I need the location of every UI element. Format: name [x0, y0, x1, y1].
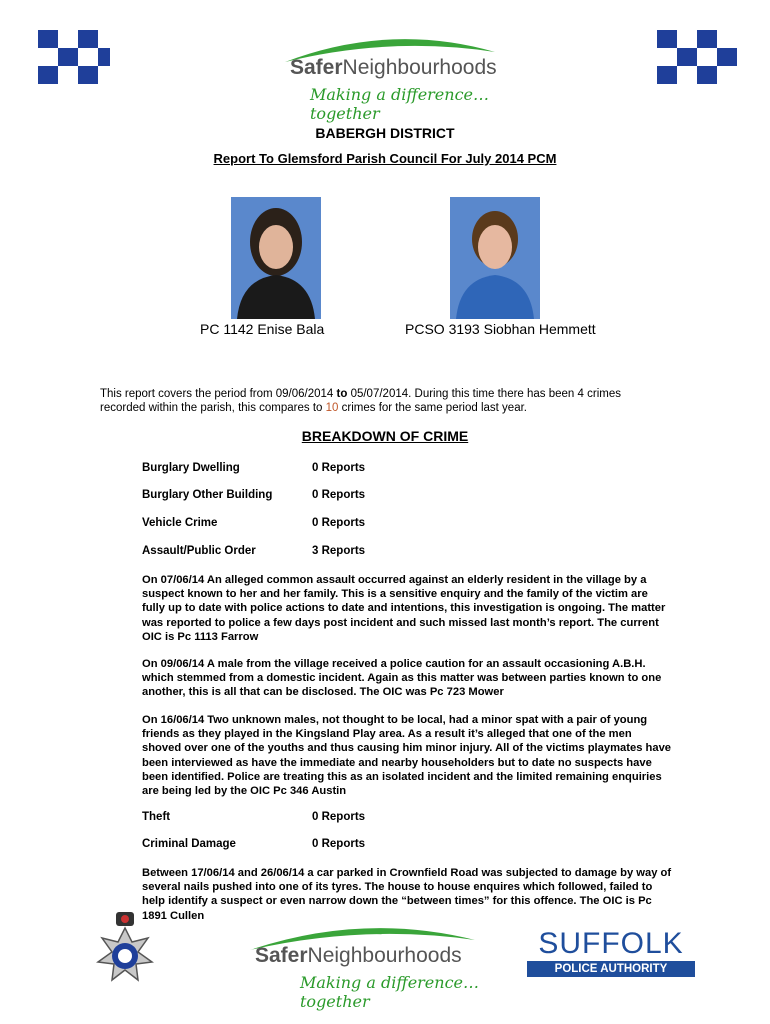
- breakdown-heading: BREAKDOWN OF CRIME: [301, 428, 469, 444]
- crime-category-value: 0 Reports: [312, 489, 366, 501]
- crime-category-label: Vehicle Crime: [142, 517, 218, 529]
- crime-category-value: 0 Reports: [312, 462, 366, 474]
- crime-category-value: 0 Reports: [312, 811, 366, 823]
- safer-neighbourhoods-logo: SaferNeighbourhoods Making a difference…together: [280, 30, 500, 110]
- officer-photo-2: [450, 197, 540, 319]
- district-heading: BABERGH DISTRICT: [315, 125, 455, 141]
- suffolk-police-authority-logo: SUFFOLK POLICE AUTHORITY: [527, 929, 695, 977]
- crime-category-value: 0 Reports: [312, 838, 366, 850]
- intro-text: This report covers the period from 09/06/2014 to 05/07/2014. During this time there has been 4 crimes recorded within the parish, this compares to 10 crimes for the same period last year.: [100, 388, 621, 414]
- incident-paragraph: On 16/06/14 Two unknown males, not thought to be local, had a minor spat with a pair of young friends as they played in the Kingsland Play area. As a result it’s alleged that one of the men shoved over one of the youths and thus causing him minor injury. All of the victims playmates have been interviewed as have the immediate and nearby householders but to date no suspects have been identified. Police are treating this as an isolated incident and the limited remaining enquiries are being led by the OIC Pc 346 Austin: [142, 714, 672, 798]
- police-crest-icon: [92, 908, 158, 994]
- crime-category-label: Burglary Dwelling: [142, 462, 240, 474]
- report-title: Report To Glemsford Parish Council For July 2014 PCM: [213, 151, 557, 166]
- officer-caption-1: PC 1142 Enise Bala: [200, 321, 325, 337]
- crime-category-label: Theft: [142, 811, 171, 823]
- safer-neighbourhoods-logo-footer: SaferNeighbourhoods Making a difference…together: [245, 920, 480, 995]
- officer-caption-2: PCSO 3193 Siobhan Hemmett: [405, 321, 596, 337]
- crime-category-label: Burglary Other Building: [142, 489, 273, 501]
- crime-category-value: 3 Reports: [312, 545, 366, 557]
- crime-category-label: Assault/Public Order: [142, 545, 256, 557]
- chequer-flag-left: [30, 30, 110, 90]
- chequer-flag-right: [657, 30, 737, 90]
- crime-category-label: Criminal Damage: [142, 838, 236, 850]
- officer-photo-1: [231, 197, 321, 319]
- incident-paragraph: On 07/06/14 An alleged common assault occurred against an elderly resident in the village by a suspect known to her and her family. This is a sensitive enquiry and the family of the victim are fully up to date with police actions to date and intentions, this investigation is ongoing. The matter was reported to police a few days post incident and such missed last month’s report. The current OIC is Pc 1113 Farrow: [142, 574, 666, 643]
- incident-paragraph: On 09/06/14 A male from the village received a police caution for an assault occasioning A.B.H. which stemmed from a domestic incident. Again as this matter was between parties known to one another, this is all that can be disclosed. The OIC was Pc 723 Mower: [142, 658, 662, 699]
- incident-paragraph: Between 17/06/14 and 26/06/14 a car parked in Crownfield Road was subjected to damage by way of several nails pushed into one of its tyres. The house to house enquires which followed, failed to help identify a suspect or even narrow down the “between times” for this offence. The OIC is Pc 1891 Cullen: [142, 867, 672, 922]
- crime-category-value: 0 Reports: [312, 517, 366, 529]
